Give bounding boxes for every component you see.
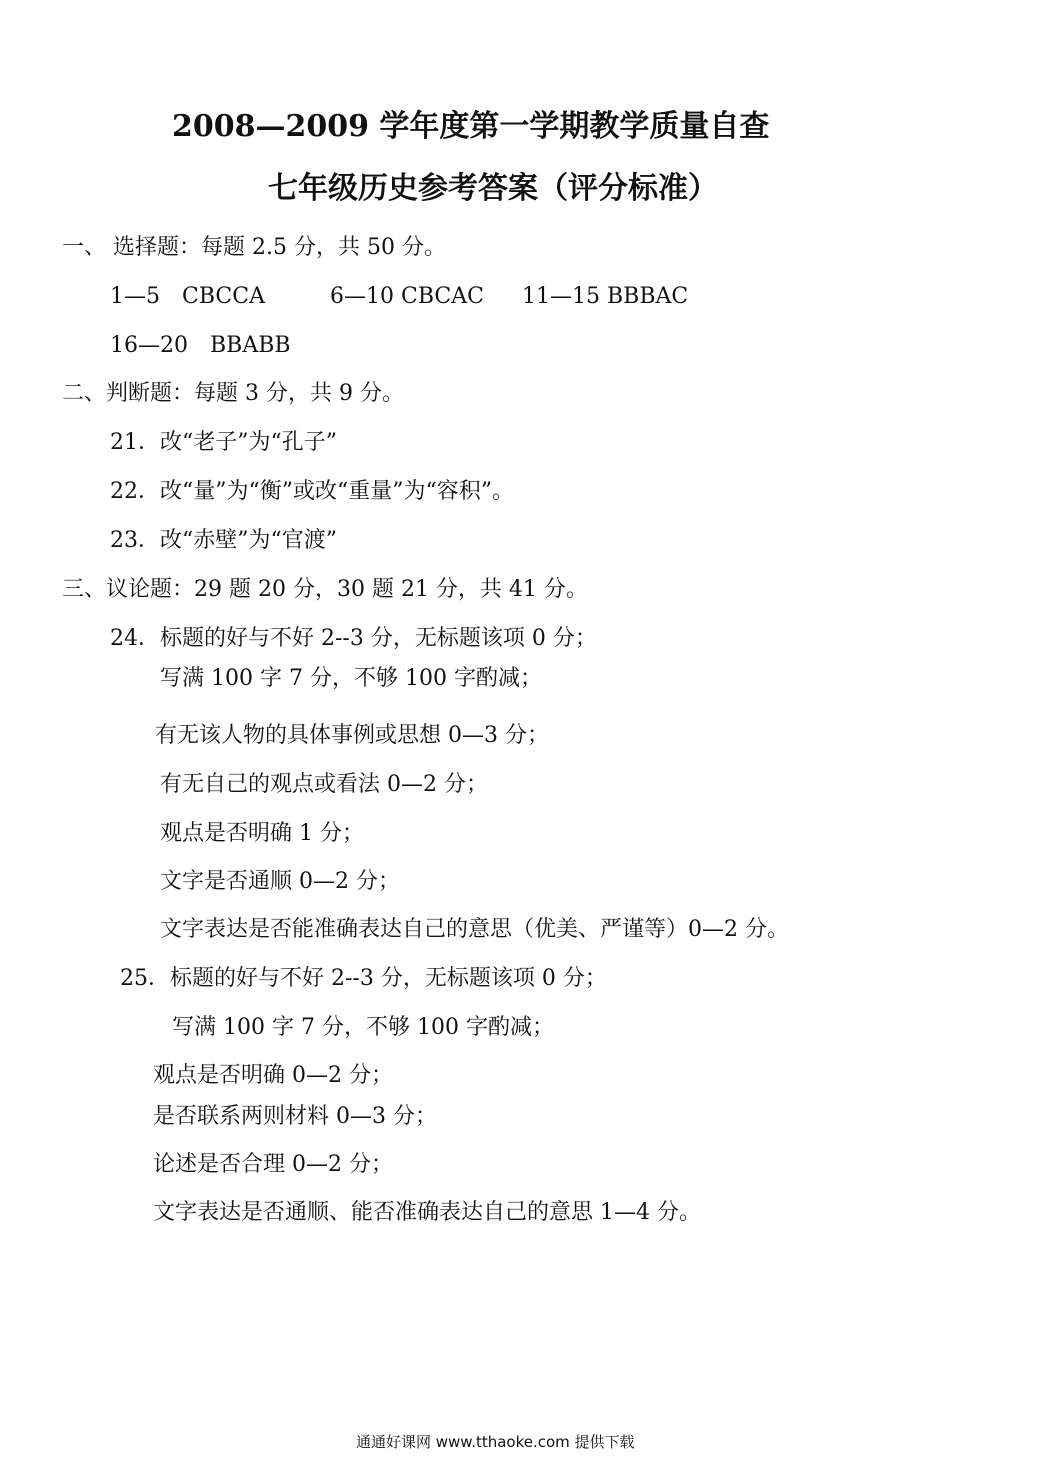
q24-line-7: 文字表达是否能准确表达自己的意思（优美、严谨等）0—2 分。 — [160, 917, 789, 942]
q25-line-3: 观点是否明确 0—2 分； — [153, 1063, 393, 1088]
answers-16-20: 16—20 BBABB — [110, 333, 291, 358]
answers-1-5: 1—5 CBCCA — [110, 284, 265, 309]
q24-line-2: 写满 100 字 7 分，不够 100 字酌减； — [160, 666, 542, 691]
q24-line-3: 有无该人物的具体事例或思想 0—3 分； — [155, 723, 549, 748]
q25-line-4: 是否联系两则材料 0—3 分； — [153, 1104, 437, 1129]
q24-line-1: 24．标题的好与不好 2--3 分，无标题该项 0 分； — [110, 626, 597, 651]
q24-line-5: 观点是否明确 1 分； — [160, 821, 364, 846]
q25-line-6: 文字表达是否通顺、能否准确表达自己的意思 1—4 分。 — [153, 1200, 701, 1225]
document-subtitle: 七年级历史参考答案（评分标准） — [268, 171, 718, 206]
q25-line-1: 25．标题的好与不好 2--3 分，无标题该项 0 分； — [120, 966, 607, 991]
footer-text: 通通好课网 www.tthaoke.com 提供下载 — [356, 1433, 635, 1451]
document-title: 2008—2009 学年度第一学期教学质量自查 — [172, 109, 770, 144]
section3-heading: 三、议论题：29 题 20 分，30 题 21 分，共 41 分。 — [62, 577, 588, 602]
item-22: 22．改“量”为“衡”或改“重量”为“容积”。 — [110, 479, 514, 504]
item-21: 21．改“老子”为“孔子” — [110, 430, 337, 455]
answers-11-15: 11—15 BBBAC — [522, 284, 689, 309]
section2-heading: 二、判断题：每题 3 分，共 9 分。 — [62, 381, 404, 406]
section1-heading: 一、 选择题：每题 2.5 分，共 50 分。 — [62, 235, 446, 260]
answers-6-10: 6—10 CBCAC — [330, 284, 484, 309]
item-23: 23．改“赤壁”为“官渡” — [110, 528, 337, 553]
q24-line-4: 有无自己的观点或看法 0—2 分； — [160, 772, 488, 797]
q25-line-2: 写满 100 字 7 分，不够 100 字酌减； — [172, 1015, 554, 1040]
q25-line-5: 论述是否合理 0—2 分； — [153, 1152, 393, 1177]
q24-line-6: 文字是否通顺 0—2 分； — [160, 869, 400, 894]
